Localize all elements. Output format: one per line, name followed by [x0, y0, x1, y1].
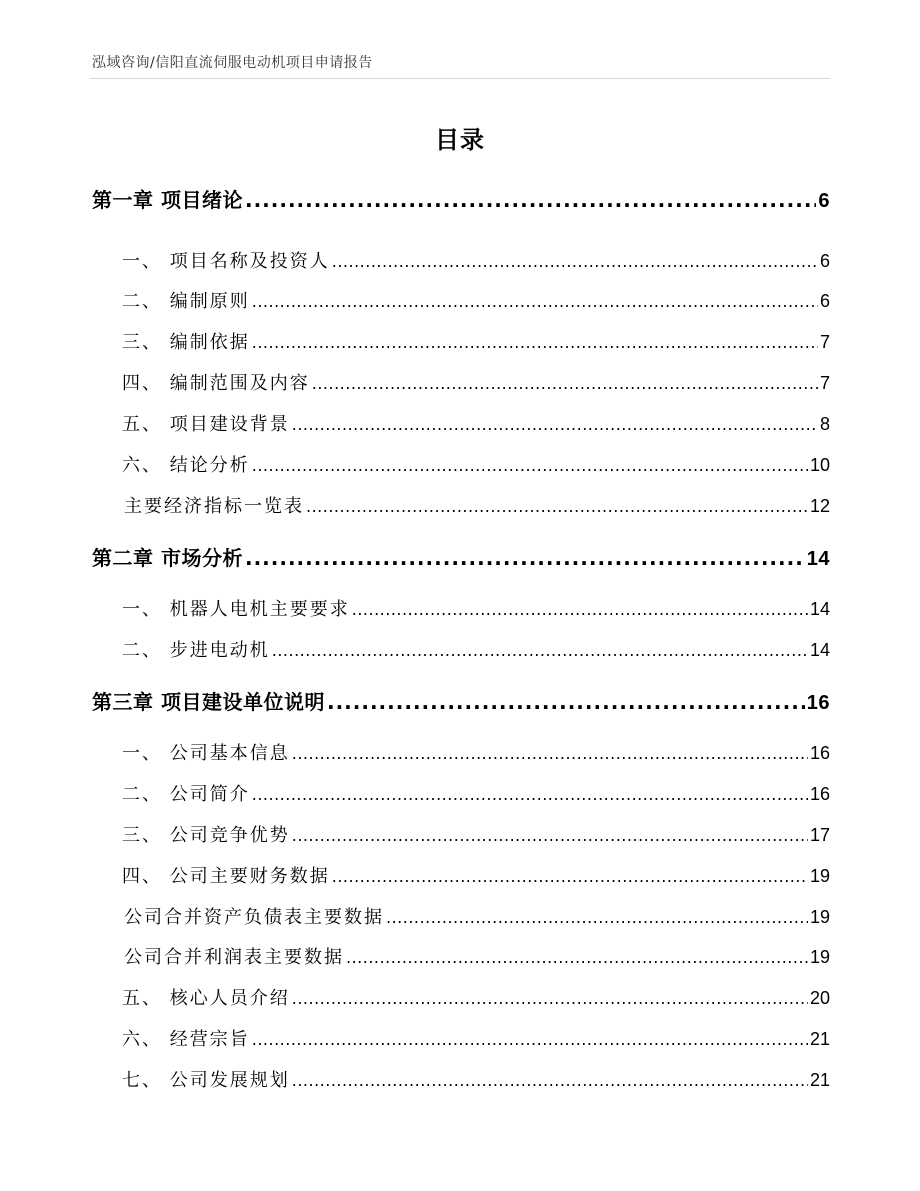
dot-leader — [252, 785, 808, 804]
toc-section-3-3[interactable] — [122, 821, 830, 847]
toc-page-number: 21 — [809, 1070, 830, 1090]
dot-leader — [306, 497, 808, 516]
toc-entry-label: 二、 步进电动机 — [122, 640, 270, 661]
toc-page-number: 14 — [809, 599, 830, 619]
toc-entry-label: 三、 编制依据 — [122, 332, 250, 353]
dot-leader — [272, 641, 808, 660]
toc-section-2-2[interactable] — [122, 636, 830, 662]
toc-page-number: 6 — [819, 291, 830, 311]
toc-entry-label: 公司合并资产负债表主要数据 — [124, 907, 384, 928]
dot-leader — [252, 333, 818, 352]
toc-entry-label: 六、 结论分析 — [122, 455, 250, 476]
toc-entry-label: 五、 项目建设背景 — [122, 414, 290, 435]
toc-section-1-1[interactable] — [122, 247, 830, 273]
toc-table-1[interactable] — [124, 492, 830, 518]
toc-entry-label: 第二章 市场分析 — [92, 546, 243, 570]
toc-entry-label: 公司合并利润表主要数据 — [124, 947, 344, 968]
toc-chapter-2[interactable] — [92, 542, 830, 571]
toc-section-3-2[interactable] — [122, 780, 830, 806]
toc-entry-label: 第一章 项目绪论 — [92, 188, 243, 212]
toc-page-number: 16 — [809, 743, 830, 763]
dot-leader — [292, 415, 818, 434]
toc-page-number: 20 — [809, 988, 830, 1008]
toc-entry-label: 第三章 项目建设单位说明 — [92, 690, 325, 714]
dot-leader — [346, 948, 808, 967]
dot-leader — [292, 1071, 808, 1090]
toc-entry-label: 七、 公司发展规划 — [122, 1070, 290, 1091]
toc-entry-label: 三、 公司竞争优势 — [122, 825, 290, 846]
toc-page-number: 16 — [809, 784, 830, 804]
dot-leader — [252, 1030, 808, 1049]
toc-page-number: 19 — [809, 866, 830, 886]
toc-chapter-1[interactable] — [92, 184, 830, 213]
dot-leader — [312, 374, 818, 393]
toc-section-1-2[interactable] — [122, 287, 830, 313]
toc-page-number: 19 — [809, 907, 830, 927]
running-header: 泓域咨询/信阳直流伺服电动机项目申请报告 — [92, 55, 373, 71]
dot-leader — [386, 908, 808, 927]
toc-chapter-3[interactable] — [92, 686, 830, 715]
toc-table-3[interactable] — [124, 943, 830, 969]
dot-leader — [327, 690, 805, 714]
dot-leader — [332, 252, 818, 271]
toc-page-number: 14 — [809, 640, 830, 660]
toc-section-1-5[interactable] — [122, 410, 830, 436]
toc-section-2-1[interactable] — [122, 595, 830, 621]
toc-entry-label: 一、 机器人电机主要要求 — [122, 599, 350, 620]
toc-page-number: 7 — [819, 373, 830, 393]
toc-page-number: 8 — [819, 414, 830, 434]
dot-leader — [245, 188, 816, 212]
toc-page-number: 19 — [809, 947, 830, 967]
toc-section-3-5[interactable] — [122, 984, 830, 1010]
toc-entry-label: 五、 核心人员介绍 — [122, 988, 290, 1009]
toc-page-number: 21 — [809, 1029, 830, 1049]
toc-page-number: 10 — [809, 455, 830, 475]
dot-leader — [252, 292, 818, 311]
toc-section-1-3[interactable] — [122, 328, 830, 354]
toc-entry-label: 二、 公司简介 — [122, 784, 250, 805]
dot-leader — [332, 867, 808, 886]
toc-section-1-6[interactable] — [122, 451, 830, 477]
toc-section-1-4[interactable] — [122, 369, 830, 395]
toc-entry-label: 四、 编制范围及内容 — [122, 373, 310, 394]
toc-page-number: 6 — [819, 251, 830, 271]
dot-leader — [252, 456, 808, 475]
toc-page-number: 12 — [809, 496, 830, 516]
toc-page-number: 7 — [819, 332, 830, 352]
toc-entry-label: 二、 编制原则 — [122, 291, 250, 312]
dot-leader — [352, 600, 808, 619]
toc-section-3-6[interactable] — [122, 1025, 830, 1051]
toc-entry-label: 四、 公司主要财务数据 — [122, 866, 330, 887]
toc-page-number: 17 — [809, 825, 830, 845]
toc-page-number: 6 — [818, 190, 830, 212]
toc-section-3-1[interactable] — [122, 739, 830, 765]
toc-page-number: 16 — [806, 692, 830, 714]
toc-section-3-4[interactable] — [122, 862, 830, 888]
toc-section-3-7[interactable] — [122, 1066, 830, 1092]
toc-entry-label: 主要经济指标一览表 — [124, 496, 304, 517]
dot-leader — [292, 744, 808, 763]
dot-leader — [292, 826, 808, 845]
toc-entry-label: 一、 公司基本信息 — [122, 743, 290, 764]
toc-table-2[interactable] — [124, 903, 830, 929]
dot-leader — [292, 989, 808, 1008]
page-title: 目录 — [435, 126, 485, 154]
toc-page-number: 14 — [806, 548, 830, 570]
toc-entry-label: 六、 经营宗旨 — [122, 1029, 250, 1050]
dot-leader — [245, 546, 805, 570]
toc-entry-label: 一、 项目名称及投资人 — [122, 251, 330, 272]
